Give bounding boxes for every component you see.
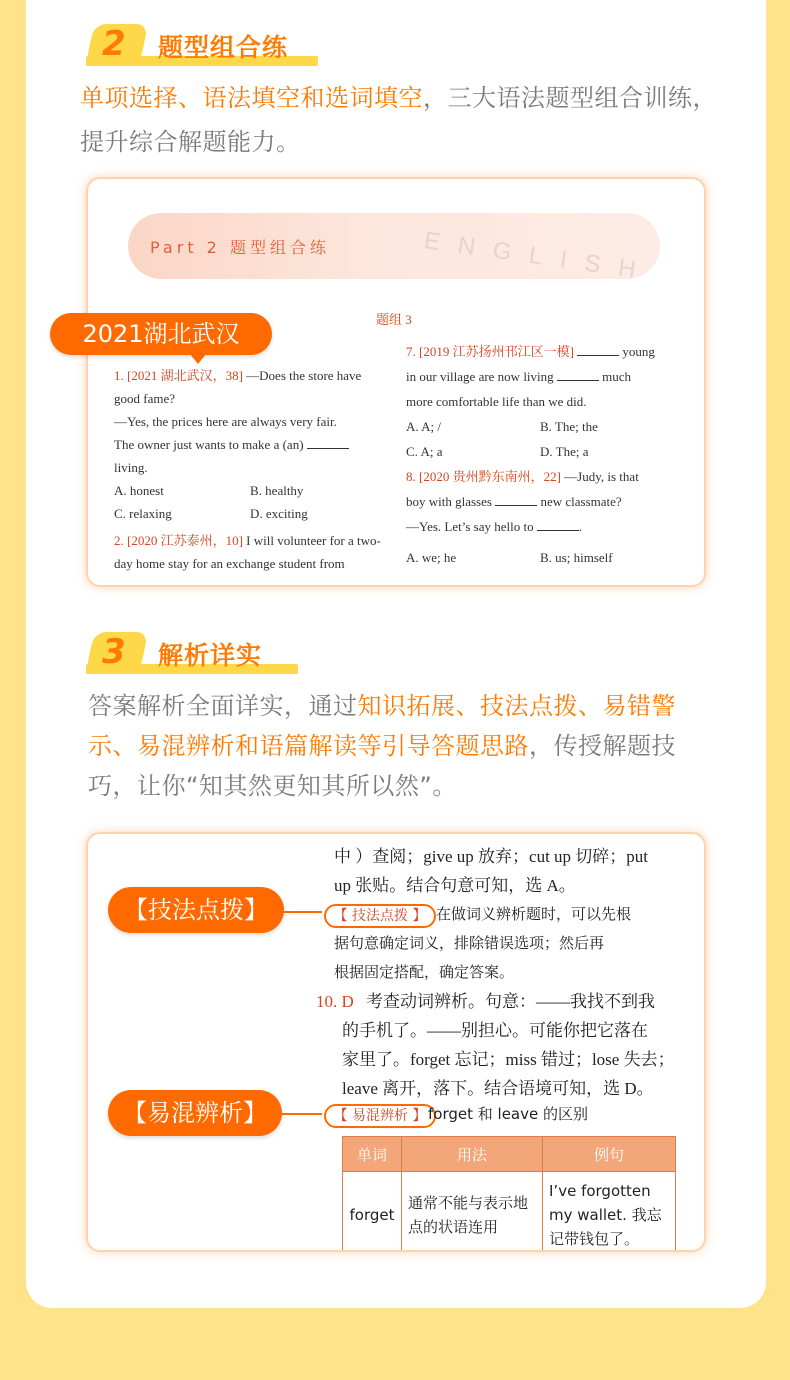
q1-option-b: B. healthy <box>250 483 304 498</box>
q8-source: 8. [2020 贵州黔东南州，22] <box>406 469 561 484</box>
table-row <box>343 1172 676 1253</box>
tip1-line-3: 根据固定搭配，确定答案。 <box>334 963 515 981</box>
sample-page-card-1 <box>86 177 706 587</box>
table-header-example: 例句 <box>543 1137 676 1172</box>
q1-text4: living. <box>114 460 148 475</box>
row-word: forget <box>343 1172 402 1253</box>
q10-line-1: 考查动词辨析。句意：——我找不到我 <box>366 992 655 1011</box>
q7-text2: in our village are now living <box>406 369 554 384</box>
q10-line-4: leave 离开，落下。结合语境可知，选 D。 <box>342 1079 654 1098</box>
q7-option-a: A. A; / <box>406 419 442 434</box>
answer-blank <box>307 447 349 449</box>
q7-option-c: C. A; a <box>406 444 443 459</box>
tip1-line-2: 据句意确定词义，排除错误选项；然后再 <box>334 934 605 952</box>
technique-tag: 【技法点拨】 <box>108 887 284 933</box>
q8-option-b: B. us; himself <box>540 550 613 565</box>
section3-intro-highlight: 知识拓展、技法点拨、易错警示、易混辨析和语篇解读等引导答题思路 <box>88 692 676 760</box>
section2-intro-rest: ，三大语法题型组合训练，提升综合解题能力。 <box>80 84 717 156</box>
section3-intro-part1: 答案解析全面详实，通过 <box>88 692 358 720</box>
answer-blank <box>495 504 537 506</box>
q7-text4: more comfortable life than we did. <box>406 394 587 409</box>
table-header-usage: 用法 <box>402 1137 543 1172</box>
q8-text1: —Judy, is that <box>564 469 639 484</box>
q1-source: 1. [2021 湖北武汉，38] <box>114 368 243 383</box>
comparison-table <box>342 1136 676 1252</box>
q7-text3: much <box>602 369 632 384</box>
section2-intro <box>80 76 720 164</box>
technique-connector <box>284 911 322 913</box>
section3-intro-part2: ，传授解题技巧，让你“知其然更知其所以然”。 <box>88 732 676 800</box>
q8-text2: boy with glasses <box>406 494 492 509</box>
confusion-connector <box>282 1113 322 1115</box>
q1-text1: —Does the store have good fame? <box>114 368 362 406</box>
q10-line-2: 的手机了。——别担心。可能你把它落在 <box>342 1021 648 1040</box>
tip-box-2: 【 易混辨析 】 <box>324 1104 436 1128</box>
confusion-tag: 【易混辨析】 <box>108 1090 282 1136</box>
answer-line-1: 中 ）查阅；give up 放弃；cut up 切碎；put <box>334 847 649 866</box>
q7-option-d: D. The; a <box>540 444 589 459</box>
section2-intro-highlight: 单项选择、语法填空和选词填空 <box>80 84 423 112</box>
q7-text1: young <box>622 344 655 359</box>
tip2-text: forget 和 leave 的区别 <box>428 1105 588 1123</box>
q10-number: 10. D <box>316 992 354 1011</box>
q2-source: 2. [2020 江苏泰州，10] <box>114 533 243 548</box>
section3-intro <box>88 686 714 806</box>
answer-blank <box>577 354 619 356</box>
q7-source: 7. [2019 江苏扬州邗江区一模] <box>406 344 574 359</box>
tip1-line-1: 在做词义辨析题时，可以先根 <box>436 905 632 923</box>
q1-text3: The owner just wants to make a (an) <box>114 437 304 452</box>
table-header-word: 单词 <box>343 1137 402 1172</box>
q1-option-c: C. relaxing <box>114 506 172 521</box>
section2-title: 题型组合练 <box>158 33 289 62</box>
q8-text3: new classmate? <box>540 494 622 509</box>
source-callout: 2021湖北武汉 <box>50 313 272 355</box>
row-example: I’ve forgotten my wallet. 我忘记带钱包了。 <box>543 1172 676 1253</box>
q8-text5: . <box>578 519 583 534</box>
answer-blank <box>537 529 579 531</box>
q10-line-3: 家里了。forget 忘记；miss 错过；lose 失去； <box>342 1050 675 1069</box>
answer-blank <box>557 379 599 381</box>
section3-number: 3 <box>102 632 126 672</box>
section3-title: 解析详实 <box>158 641 263 670</box>
question-1 <box>114 364 388 575</box>
group-title: 题组 3 <box>376 312 412 327</box>
table-header-row <box>343 1137 676 1172</box>
tip-box-1: 【 技法点拨 】 <box>324 904 436 928</box>
q7-option-b: B. The; the <box>540 419 598 434</box>
q8-option-a: A. we; he <box>406 550 457 565</box>
q1-option-a: A. honest <box>114 483 164 498</box>
q1-text2: —Yes, the prices here are always very fair. <box>114 414 337 429</box>
part-title: Part 2 题型组合练 <box>150 238 330 257</box>
row-usage: 通常不能与表示地点的状语连用 <box>402 1172 543 1253</box>
english-watermark: ENGLISH <box>422 227 656 286</box>
q8-text4: —Yes. Let’s say hello to <box>406 519 534 534</box>
answer-line-2: up 张贴。结合句意可知，选 A。 <box>334 876 576 895</box>
q2-text1: I will volunteer for a two- <box>246 533 381 548</box>
q2-text2: day home stay for an exchange student from <box>114 556 345 571</box>
q1-option-d: D. exciting <box>250 506 308 521</box>
question-7 <box>406 339 684 570</box>
section2-number: 2 <box>102 24 126 64</box>
callout-pointer <box>190 354 206 364</box>
